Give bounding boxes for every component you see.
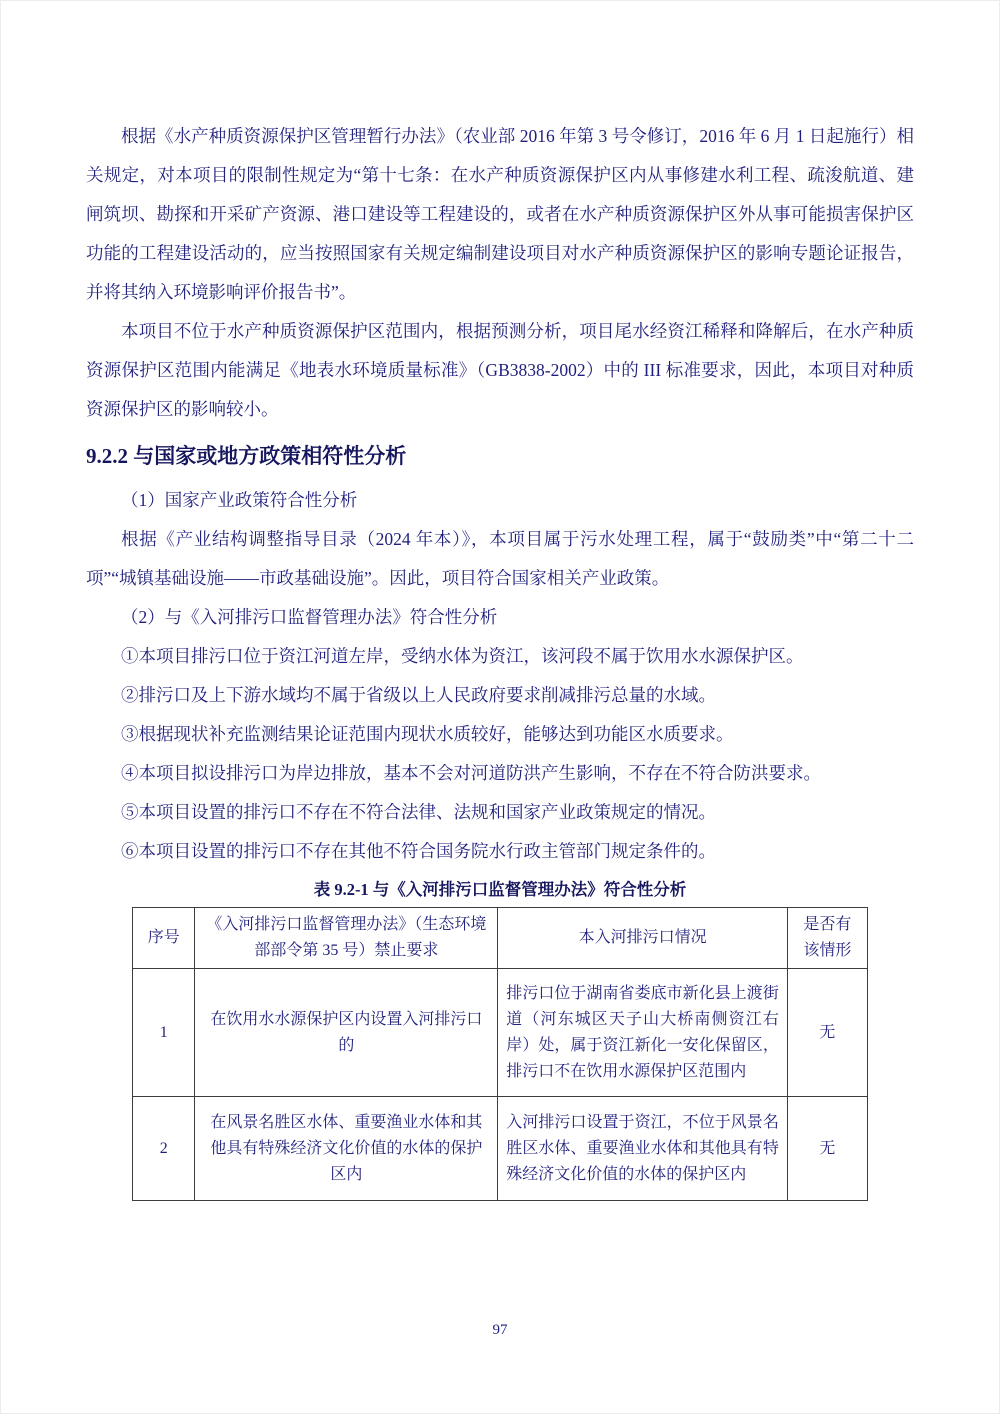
numbered-item-1: ①本项目排污口位于资江河道左岸，受纳水体为资江，该河段不属于饮用水水源保护区。 (121, 646, 804, 666)
header-seq: 序号 (133, 908, 195, 969)
numbered-item-4: ④本项目拟设排污口为岸边排放，基本不会对河道防洪产生影响，不存在不符合防洪要求。 (121, 763, 821, 783)
sub-heading-outfall-measures: （2）与《入河排污口监督管理办法》符合性分析 (121, 607, 498, 627)
row2-requirement: 在风景名胜区水体、重要渔业水体和其他具有特殊经济文化价值的水体的保护区内 (195, 1097, 498, 1201)
row1-situation: 排污口位于湖南省娄底市新化县上渡街道（河东城区天子山大桥南侧资江右岸）处，属于资江新化一安化保留区，排污口不在饮用水源保护区范围内 (498, 969, 788, 1097)
numbered-item-5: ⑤本项目设置的排污口不存在不符合法律、法规和国家产业政策规定的情况。 (121, 802, 716, 822)
paragraph-regulation-quote: 根据《水产种质资源保护区管理暂行办法》（农业部 2016 年第 3 号令修订，2016 年 6 月 1 日起施行）相关规定，对本项目的限制性规定为“第十七条：在水产种质资源保护区内从事修建水利工程、疏浚航道、建闸筑坝、勘探和开采矿产资源、港口建设等工程建设的，或者在水产种质资源保护区外从事可能损害保护区功能的工程建设活动的，应当按照国家有关规定编制建设项目对水产种质资源保护区的影响专题论证报告，并将其纳入环境影响评价报告书”。 (86, 126, 914, 302)
paragraph-project-impact: 本项目不位于水产种质资源保护区范围内，根据预测分析，项目尾水经资江稀释和降解后，在水产种质资源保护区范围内能满足《地表水环境质量标准》（GB3838-2002）中的 III 标准要求，因此，本项目对种质资源保护区的影响较小。 (86, 321, 914, 419)
table-row (133, 969, 868, 1097)
row1-requirement: 在饮用水水源保护区内设置入河排污口的 (195, 969, 498, 1097)
numbered-item-2: ②排污口及上下游水域均不属于省级以上人民政府要求削减排污总量的水域。 (121, 685, 716, 705)
paragraph-industry-catalog: 根据《产业结构调整指导目录（2024 年本）》，本项目属于污水处理工程，属于“鼓励类”中“第二十二项”“城镇基础设施——市政基础设施”。因此，项目符合国家相关产业政策。 (86, 529, 914, 588)
row2-flag: 无 (787, 1097, 867, 1201)
header-requirement: 《入河排污口监督管理办法》（生态环境部部令第 35 号）禁止要求 (195, 908, 498, 969)
row2-seq: 2 (133, 1097, 195, 1201)
table-header-row (133, 908, 868, 969)
header-situation: 本入河排污口情况 (498, 908, 788, 969)
numbered-item-3: ③根据现状补充监测结果论证范围内现状水质较好，能够达到功能区水质要求。 (121, 724, 734, 744)
page-content (1, 1, 999, 1201)
row1-seq: 1 (133, 969, 195, 1097)
row1-flag: 无 (787, 969, 867, 1097)
compliance-table (132, 907, 868, 1201)
table-row (133, 1097, 868, 1201)
numbered-item-6: ⑥本项目设置的排污口不存在其他不符合国务院水行政主管部门规定条件的。 (121, 841, 716, 861)
section-heading-9-2-2: 9.2.2 与国家或地方政策相符性分析 (86, 444, 407, 468)
sub-heading-national-policy: （1）国家产业政策符合性分析 (121, 490, 358, 510)
row2-situation: 入河排污口设置于资江，不位于风景名胜区水体、重要渔业水体和其他具有特殊经济文化价值的水体的保护区内 (498, 1097, 788, 1201)
page-number: 97 (492, 1322, 508, 1338)
header-flag: 是否有该情形 (787, 908, 867, 969)
table-caption: 表 9.2-1 与《入河排污口监督管理办法》符合性分析 (313, 880, 687, 899)
